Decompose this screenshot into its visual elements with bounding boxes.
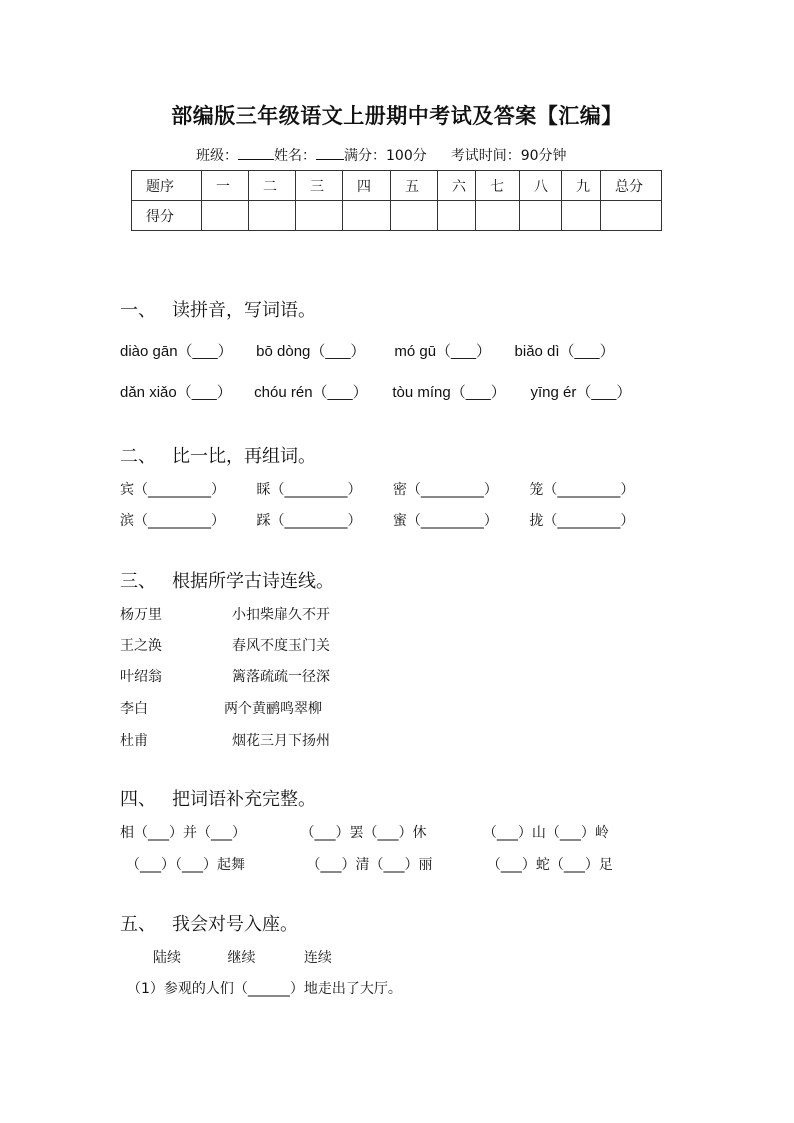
score-cell[interactable] bbox=[601, 201, 662, 231]
header-cell: 总分 bbox=[601, 171, 662, 201]
score-cell[interactable] bbox=[296, 201, 343, 231]
word-bank-item: 继续 bbox=[227, 950, 256, 966]
score-cell[interactable] bbox=[391, 201, 438, 231]
section-number: 二、 bbox=[120, 446, 156, 467]
poet-item: 杜甫 bbox=[120, 733, 148, 749]
compare-item: 密（_________） bbox=[392, 482, 498, 498]
exam-time: 考试时间：90分钟 bbox=[450, 148, 567, 164]
word-bank-item: 连续 bbox=[303, 950, 332, 966]
compare-item: 蜜（_________） bbox=[392, 513, 498, 529]
score-cell[interactable] bbox=[476, 201, 520, 231]
compare-item: 滨（_________） bbox=[120, 513, 225, 529]
compare-item: 笼（_________） bbox=[529, 482, 635, 498]
idiom-item: （___）罢（___）休 bbox=[300, 825, 427, 841]
poem-line-item: 春风不度玉门关 bbox=[232, 638, 330, 654]
score-cell[interactable] bbox=[438, 201, 476, 231]
poet-item: 杨万里 bbox=[120, 607, 162, 623]
score-label: 得分 bbox=[132, 201, 202, 231]
header-cell: 八 bbox=[520, 171, 562, 201]
section-number: 四、 bbox=[120, 789, 156, 810]
section-title: 根据所学古诗连线。 bbox=[172, 571, 334, 592]
section-title: 比一比，再组词。 bbox=[172, 446, 316, 467]
header-cell: 七 bbox=[476, 171, 520, 201]
compare-row-2 bbox=[120, 510, 634, 530]
score-cell[interactable] bbox=[202, 201, 249, 231]
pinyin-item: tòu míng（___） bbox=[392, 384, 506, 401]
word-bank-item: 陆续 bbox=[153, 950, 181, 966]
poet-item: 李白 bbox=[120, 701, 148, 717]
section-number: 一、 bbox=[120, 300, 156, 321]
score-cell[interactable] bbox=[343, 201, 391, 231]
compare-item: 宾（_________） bbox=[120, 482, 225, 498]
section-title: 我会对号入座。 bbox=[172, 914, 298, 935]
class-blank bbox=[238, 145, 274, 160]
header-cell: 六 bbox=[438, 171, 476, 201]
compare-item: 睬（_________） bbox=[256, 482, 362, 498]
pinyin-row-1 bbox=[120, 340, 615, 361]
poem-line-item: 烟花三月下扬州 bbox=[232, 733, 330, 749]
idiom-row-2 bbox=[126, 854, 613, 874]
compare-item: 拢（_________） bbox=[529, 513, 635, 529]
pinyin-item: yīng ér（___） bbox=[530, 384, 632, 401]
score-cell[interactable] bbox=[520, 201, 562, 231]
pinyin-item: diào gān（___） bbox=[120, 343, 233, 360]
idiom-row-1 bbox=[120, 822, 609, 842]
score-cell[interactable] bbox=[562, 201, 601, 231]
compare-item: 踩（_________） bbox=[256, 513, 362, 529]
section-number: 五、 bbox=[120, 914, 156, 935]
name-blank bbox=[316, 145, 344, 160]
section-title: 把词语补充完整。 bbox=[172, 789, 316, 810]
exam-info bbox=[196, 145, 567, 165]
score-cell[interactable] bbox=[249, 201, 296, 231]
pinyin-item: biǎo dì（___） bbox=[514, 343, 615, 360]
section-1-heading bbox=[120, 296, 316, 322]
section-4-heading bbox=[120, 785, 316, 811]
idiom-item: （___）（___）起舞 bbox=[126, 857, 245, 873]
compare-row-1 bbox=[120, 479, 634, 499]
idiom-item: （___）蛇（___）足 bbox=[486, 857, 613, 873]
header-cell: 二 bbox=[249, 171, 296, 201]
pinyin-item: bō dòng（___） bbox=[256, 343, 366, 360]
idiom-item: （___）清（___）丽 bbox=[306, 857, 433, 873]
header-cell: 四 bbox=[343, 171, 391, 201]
fill-question-1: （1）参观的人们（______）地走出了大厅。 bbox=[127, 981, 402, 997]
section-5-heading bbox=[120, 910, 298, 936]
poem-line-item: 两个黄鹂鸣翠柳 bbox=[224, 701, 322, 717]
word-bank bbox=[153, 947, 332, 967]
idiom-item: 相（___）并（___） bbox=[120, 825, 246, 841]
score-table-score-row bbox=[132, 201, 662, 231]
pinyin-row-2 bbox=[120, 381, 631, 402]
header-cell: 一 bbox=[202, 171, 249, 201]
section-title: 读拼音，写词语。 bbox=[172, 300, 316, 321]
poem-line-item: 小扣柴扉久不开 bbox=[232, 607, 330, 623]
pinyin-item: mó gū（___） bbox=[394, 343, 492, 360]
poet-item: 王之涣 bbox=[120, 638, 162, 654]
header-cell: 题序 bbox=[132, 171, 202, 201]
header-cell: 三 bbox=[296, 171, 343, 201]
page-title: 部编版三年级语文上册期中考试及答案【汇编】 bbox=[171, 104, 623, 128]
poet-item: 叶绍翁 bbox=[120, 669, 162, 685]
score-table bbox=[131, 170, 662, 231]
section-number: 三、 bbox=[120, 571, 156, 592]
score-table-header-row bbox=[132, 171, 662, 201]
poem-line-item: 篱落疏疏一径深 bbox=[232, 669, 330, 685]
section-3-heading bbox=[120, 567, 334, 593]
section-2-heading bbox=[120, 442, 316, 468]
pinyin-item: dǎn xiǎo（___） bbox=[120, 384, 232, 401]
name-label: 姓名： bbox=[274, 148, 316, 164]
class-label: 班级： bbox=[196, 148, 238, 164]
header-cell: 五 bbox=[391, 171, 438, 201]
full-score: 满分：100分 bbox=[344, 148, 427, 164]
idiom-item: （___）山（___）岭 bbox=[482, 825, 609, 841]
header-cell: 九 bbox=[562, 171, 601, 201]
pinyin-item: chóu rén（___） bbox=[254, 384, 368, 401]
